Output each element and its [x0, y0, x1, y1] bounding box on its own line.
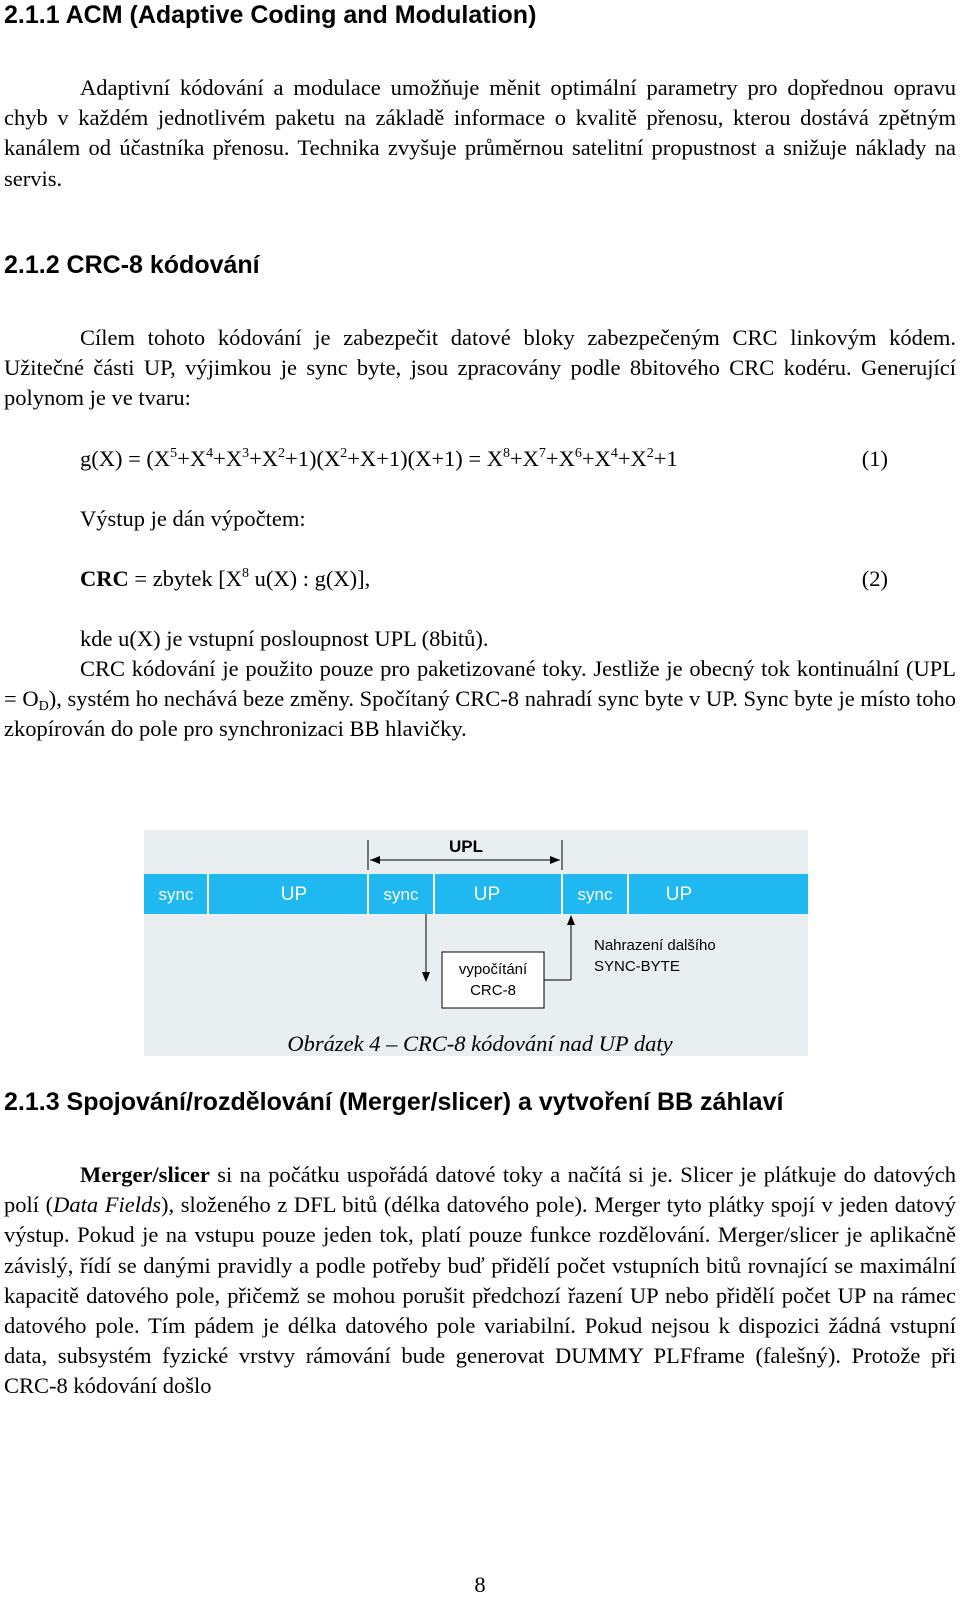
para2-sub: D	[38, 699, 49, 715]
para2-b: ), systém ho nechává beze změny. Spočítaný CRC-8 nahradí sync byte v UP. Sync byte je místo toho zkopírován do pole pro synchronizaci BB hlavičky.	[4, 686, 956, 742]
block-up-1: UP	[280, 884, 308, 905]
page-number: 8	[474, 1572, 486, 1597]
equation-2	[80, 564, 370, 594]
eq2-rest-a: = zbytek [X	[128, 566, 243, 591]
section-heading-merger: 2.1.3 Spojování/rozdělování (Merger/slicer) a vytvoření BB záhlaví	[4, 1088, 784, 1116]
equation-1-number: (1)	[861, 446, 888, 471]
eq2-crc: CRC	[80, 566, 129, 591]
paragraph-crc8	[4, 323, 956, 414]
block-sync-2: sync	[383, 885, 419, 904]
merger-italic: Data Fields	[53, 1192, 161, 1218]
output-line: Výstup je dán výpočtem:	[80, 506, 306, 531]
paragraph-merger	[4, 1160, 956, 1402]
equation-1: $g(X) = (X^5+X^4+X^3+X^2+1)(X^2+X+1)(X+1) = X^8+X^7+X^6+X^4+X^2+1$	[80, 446, 678, 471]
para2-a: CRC kódování je použito pouze pro paketizované toky. Jestliže je obecný tok kontinuální (UPL = O	[4, 656, 956, 712]
block-up-2: UP	[473, 884, 501, 905]
equation-2-number: (2)	[861, 566, 888, 591]
paragraph-crc8-text: Cílem tohoto kódování je zabezpečit datové bloky zabezpečeným CRC linkovým kódem. Užitečné části UP, výjimkou je sync byte, jsou zpracovány podle 8bitového CRC kodéru. Generující polynom je ve tvaru:	[4, 325, 956, 411]
paragraph-acm-text: Adaptivní kódování a modulace umožňuje měnit optimální parametry pro dopřednou opravu chyb v každém jednotlivém paketu na základě informace o kvalitě přenosu, kterou dostává zpětným kanálem od účastníka přenosu. Technika zvyšuje průměrnou satelitní propustnost a snižuje náklady na servis.	[4, 75, 956, 191]
block-up-3: UP	[665, 884, 693, 905]
merger-bold: Merger/slicer	[80, 1162, 210, 1187]
crc-calc-label-2: CRC-8	[470, 982, 516, 999]
paragraph-acm	[4, 73, 956, 194]
merger-text-a: si na počátku uspořádá datové toky a načítá si je. Slicer je plátkuje do datových polí (	[4, 1162, 956, 1218]
paragraph-crc8-2	[4, 654, 956, 745]
eq2-rest-b: u(X) : g(X)],	[249, 566, 371, 591]
figure-caption: Obrázek 4 – CRC-8 kódování nad UP daty	[287, 1031, 673, 1056]
replace-label-2: SYNC-BYTE	[594, 958, 680, 975]
section-heading-acm: 2.1.1 ACM (Adaptive Coding and Modulation)	[4, 1, 537, 29]
block-sync-1: sync	[158, 885, 194, 904]
crc8-figure	[144, 830, 808, 1056]
replace-label-1: Nahrazení dalšího	[594, 937, 716, 954]
merger-text-b: ), složeného z DFL bitů (délka datového pole). Merger tyto plátky spojí v jeden datový výstup. Pokud je na vstupu pouze jeden tok, platí pouze funkce rozdělování. Merger/slicer je aplikačně závislý, řídí se danými pravidly a podle potřeby buď přidělí počet vstupních bitů rovnající se maximální kapacitě datového pole, přičemž se mohou porušit předchozí řazení UP nebo přidělí počet UP na rámec datového pole. Tím pádem je délka datového pole variabilní. Pokud nejsou k dispozici žádná vstupní data, subsystém fyzické vrstvy rámování bude generovat DUMMY PLFframe (falešný). Protože při CRC-8 kódování došlo	[4, 1192, 957, 1399]
section-heading-crc8: 2.1.2 CRC-8 kódování	[4, 251, 260, 279]
kde-line: kde u(X) je vstupní posloupnost UPL (8bitů).	[80, 626, 489, 651]
eq2-sup: 8	[242, 566, 250, 581]
block-sync-3: sync	[577, 885, 613, 904]
crc-calc-label-1: vypočítání	[458, 961, 528, 978]
upl-label: UPL	[449, 837, 483, 856]
